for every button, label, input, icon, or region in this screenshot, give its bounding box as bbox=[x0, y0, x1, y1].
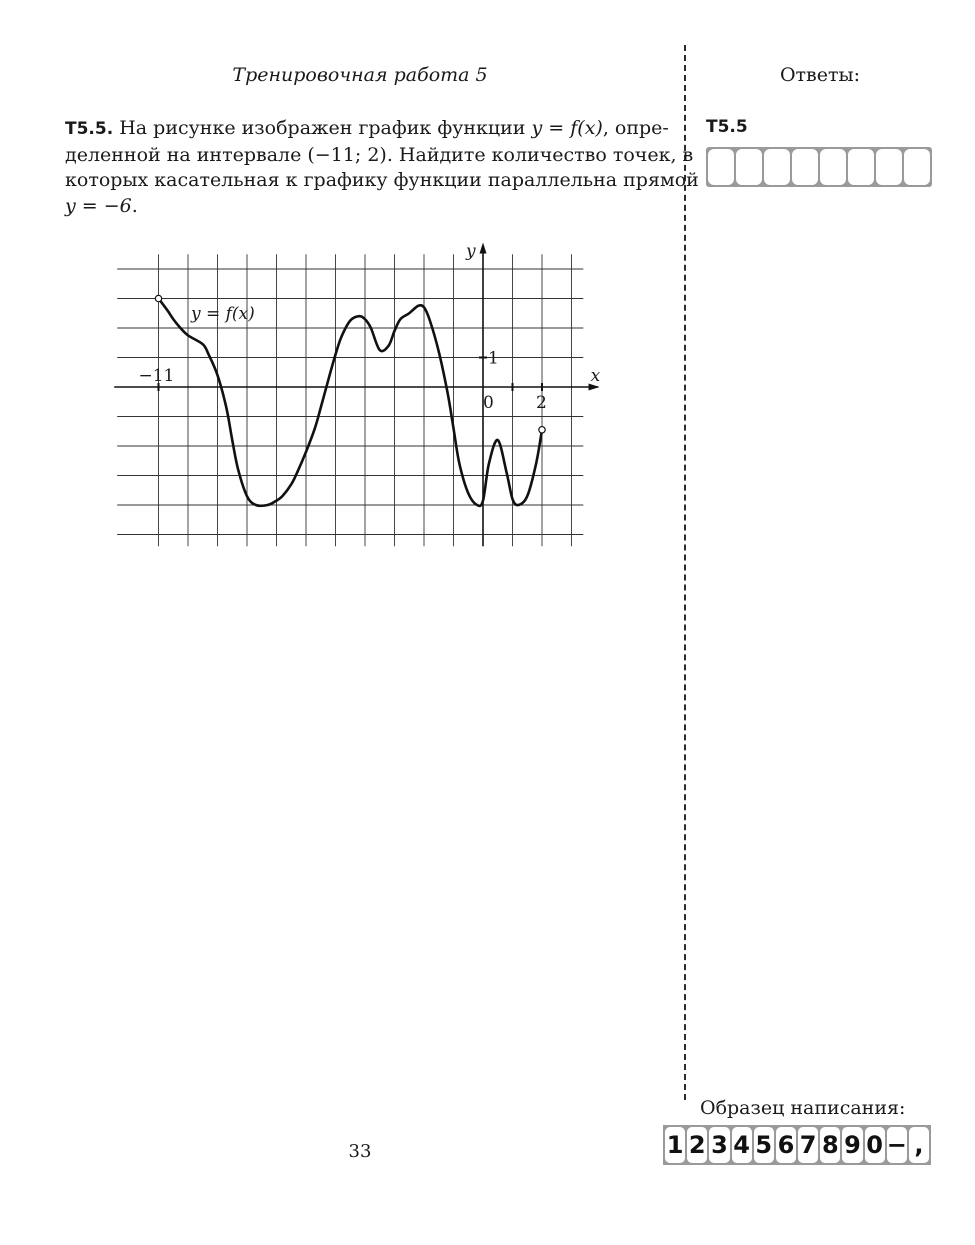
function-graph bbox=[105, 226, 615, 556]
problem-number: Т5.5. bbox=[65, 119, 114, 139]
problem-line-3: которых касательная к графику функции параллельна прямой bbox=[65, 169, 699, 191]
sample-char: 8 bbox=[820, 1127, 840, 1163]
answer-box[interactable] bbox=[764, 149, 790, 185]
x-axis-label: x bbox=[590, 366, 601, 386]
answer-box[interactable] bbox=[792, 149, 818, 185]
problem-statement bbox=[65, 116, 699, 219]
line-equation: y = −6 bbox=[65, 194, 132, 217]
sample-char: 4 bbox=[732, 1127, 752, 1163]
origin-label: 0 bbox=[483, 393, 494, 413]
answer-box[interactable] bbox=[876, 149, 902, 185]
sample-char: 9 bbox=[842, 1127, 862, 1163]
answer-box[interactable] bbox=[904, 149, 930, 185]
y-axis-label: y bbox=[466, 241, 476, 262]
sample-char: , bbox=[909, 1127, 929, 1163]
problem-line-4 bbox=[65, 194, 657, 220]
cut-line-divider bbox=[684, 45, 686, 1100]
answer-box[interactable] bbox=[736, 149, 762, 185]
y-axis-arrow bbox=[480, 242, 487, 253]
function-notation: y = f(x) bbox=[531, 117, 603, 139]
problem-line-2 bbox=[65, 143, 694, 169]
sample-char: 5 bbox=[754, 1127, 774, 1163]
open-endpoint bbox=[155, 295, 161, 301]
x-tick-label: −11 bbox=[138, 366, 175, 386]
sample-char: 2 bbox=[687, 1127, 707, 1163]
problem-line-1 bbox=[65, 116, 669, 143]
curve-label: y = f(x) bbox=[190, 304, 255, 325]
page-header-title: Тренировочная работа 5 bbox=[232, 64, 488, 86]
sample-writing-row bbox=[663, 1125, 931, 1165]
problem-text-1b: , опре- bbox=[602, 117, 669, 139]
problem-text-2a: деленной на интервале bbox=[65, 143, 308, 166]
problem-text-4-end: . bbox=[131, 194, 138, 217]
page-number: 33 bbox=[348, 1141, 372, 1162]
answer-box[interactable] bbox=[708, 149, 734, 185]
problem-text-1a: На рисунке изображен график функции bbox=[119, 117, 532, 139]
answer-label: Т5.5 bbox=[706, 117, 748, 137]
problem-text-2b: . Найдите количество точек, в bbox=[386, 143, 694, 166]
y-tick-label: 1 bbox=[488, 348, 499, 369]
sample-char: 7 bbox=[798, 1127, 818, 1163]
sample-char: − bbox=[887, 1127, 907, 1163]
interval-notation: (−11; 2) bbox=[307, 143, 387, 166]
answer-box-row bbox=[706, 147, 932, 187]
sample-char: 3 bbox=[709, 1127, 729, 1163]
x-tick-label: 2 bbox=[536, 393, 547, 413]
answer-box[interactable] bbox=[848, 149, 874, 185]
answer-box[interactable] bbox=[820, 149, 846, 185]
open-endpoint bbox=[539, 427, 545, 433]
sample-writing-label: Образец написания: bbox=[700, 1097, 906, 1119]
sample-char: 0 bbox=[865, 1127, 885, 1163]
sample-char: 1 bbox=[665, 1127, 685, 1163]
sample-char: 6 bbox=[776, 1127, 796, 1163]
answers-column-title: Ответы: bbox=[779, 64, 861, 86]
